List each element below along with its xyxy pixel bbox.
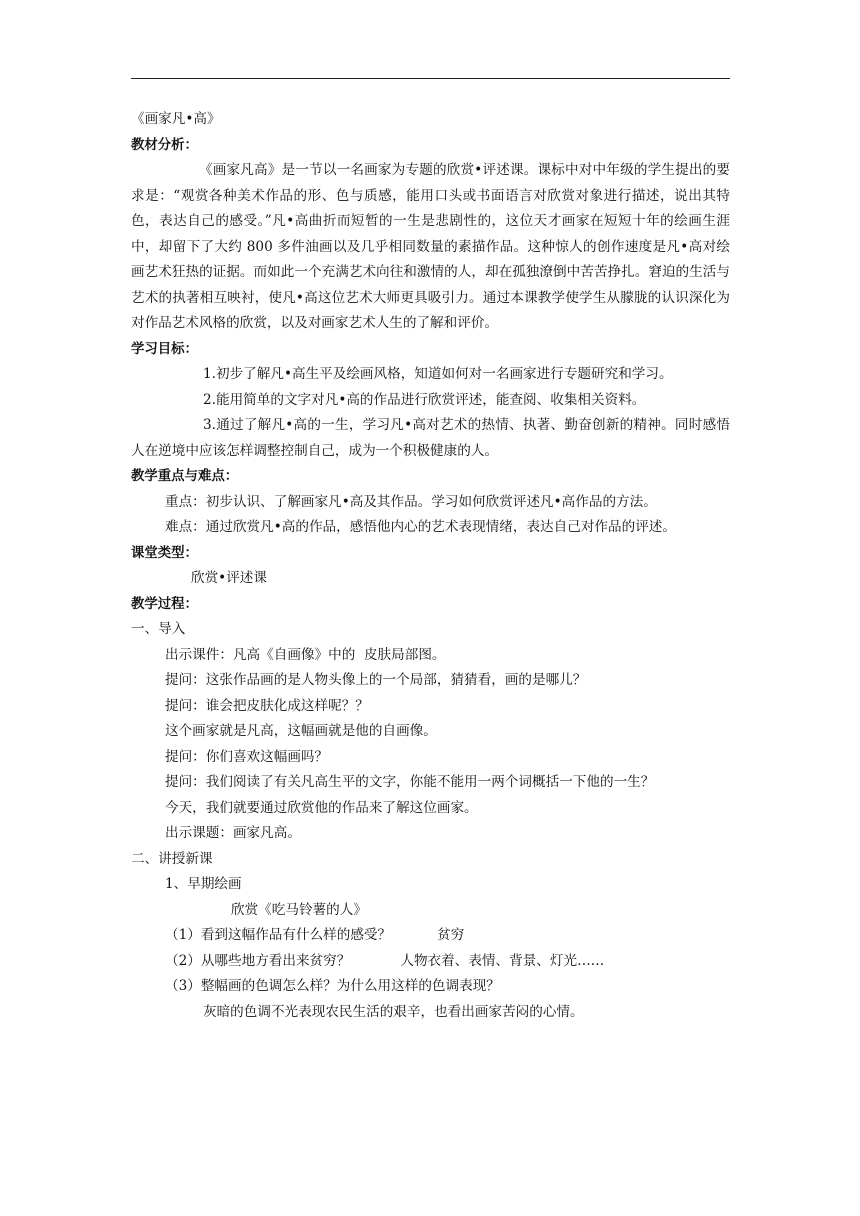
part1-line: 提问：你们喜欢这幅画吗？: [165, 748, 329, 765]
document-title: 《画家凡•高》: [131, 111, 221, 127]
key-points-heading: 教学重点与难点：: [131, 469, 239, 484]
part1-line: 出示课件：凡高《自画像》中的 皮肤局部图。: [165, 646, 446, 663]
part1-line: 出示课题：画家凡高。: [165, 825, 301, 841]
question-text: （1）看到这幅作品有什么样的感受？: [165, 927, 392, 943]
part1-line: 提问：谁会把皮肤化成这样呢？？: [165, 697, 369, 714]
difficult-point: 难点：通过欣赏凡•高的作品，感悟他内心的艺术表现情绪，表达自己对作品的评述。: [165, 519, 676, 535]
part1-title: 一、导入: [131, 621, 186, 637]
part1-line: 提问：我们阅读了有关凡高生平的文字，你能不能用一两个词概括一下他的一生？: [165, 774, 655, 790]
analysis-heading: 教材分析：: [131, 137, 198, 153]
part2-appreciate: 欣赏《吃马铃薯的人》: [231, 901, 367, 918]
part1-line: 今天，我们就要通过欣赏他的作品来了解这位画家。: [165, 799, 478, 816]
part1-line: 提问：这张作品画的是人物头像上的一个局部，猜猜看，画的是哪儿？: [165, 672, 587, 688]
question-text: （2）从哪些地方看出来贫穷？: [165, 952, 351, 969]
answer-text: 人物衣着、表情、背景、灯光……: [400, 952, 605, 969]
analysis-paragraph: 《画家凡高》是一节以一名画家为专题的欣赏•评述课。课标中对中年级的学生提出的要求是：“观赏各种美术作品的形、色与质感，能用口头或书面语言对欣赏对象进行描述，说出其特色，表达自己的感受。”凡•高曲折而短暂的一生是悲剧性的，这位天才画家在短短十年的绘画生涯中，却留下了大约 800 多件油画以及几乎相同数量的素描作品。这种惊人的创作速度是凡•高对绘画艺术狂热的证据。而如此一个充满艺术向往和激情的人，却在孤独潦倒中苦苦挣扎。窘迫的生活与艺术的执著相互映衬，使凡•高这位艺术大师更具吸引力。通过本课教学使学生从朦胧的认识深化为对作品艺术风格的欣赏，以及对画家艺术人生的了解和评价。: [131, 162, 730, 331]
document-body: [131, 107, 730, 1025]
goal-item-3: 3.通过了解凡•高的一生，学习凡•高对艺术的热情、执著、勤奋创新的精神。同时感悟人在逆境中应该怎样调整控制自己，成为一个积极健康的人。: [131, 417, 730, 459]
part2-title: 二、讲授新课: [131, 850, 213, 867]
goal-item-2: 2.能用简单的文字对凡•高的作品进行欣赏评述，能查阅、收集相关资料。: [203, 391, 646, 408]
class-type-heading: 课堂类型：: [131, 545, 198, 561]
goal-item-1: 1.初步了解凡•高生平及绘画风格，知道如何对一名画家进行专题研究和学习。: [203, 366, 673, 382]
part1-line: 这个画家就是凡高，这幅画就是他的自画像。: [165, 723, 437, 739]
answer-text: 贫穷: [437, 927, 465, 943]
question-1: [131, 923, 730, 949]
process-heading: 教学过程：: [131, 596, 198, 612]
answer-3: 灰暗的色调不光表现农民生活的艰辛，也看出画家苦闷的心情。: [203, 1003, 584, 1020]
question-3: （3）整幅画的色调怎么样？为什么用这样的色调表现？: [165, 978, 500, 994]
header-rule: [131, 78, 730, 79]
goals-heading: 学习目标：: [131, 341, 198, 357]
class-type-text: 欣赏•评述课: [191, 570, 267, 586]
key-point: 重点：初步认识、了解画家凡•高及其作品。学习如何欣赏评述凡•高作品的方法。: [165, 493, 657, 510]
part2-subtitle: 1、早期绘画: [165, 876, 242, 892]
question-2: [131, 949, 730, 975]
